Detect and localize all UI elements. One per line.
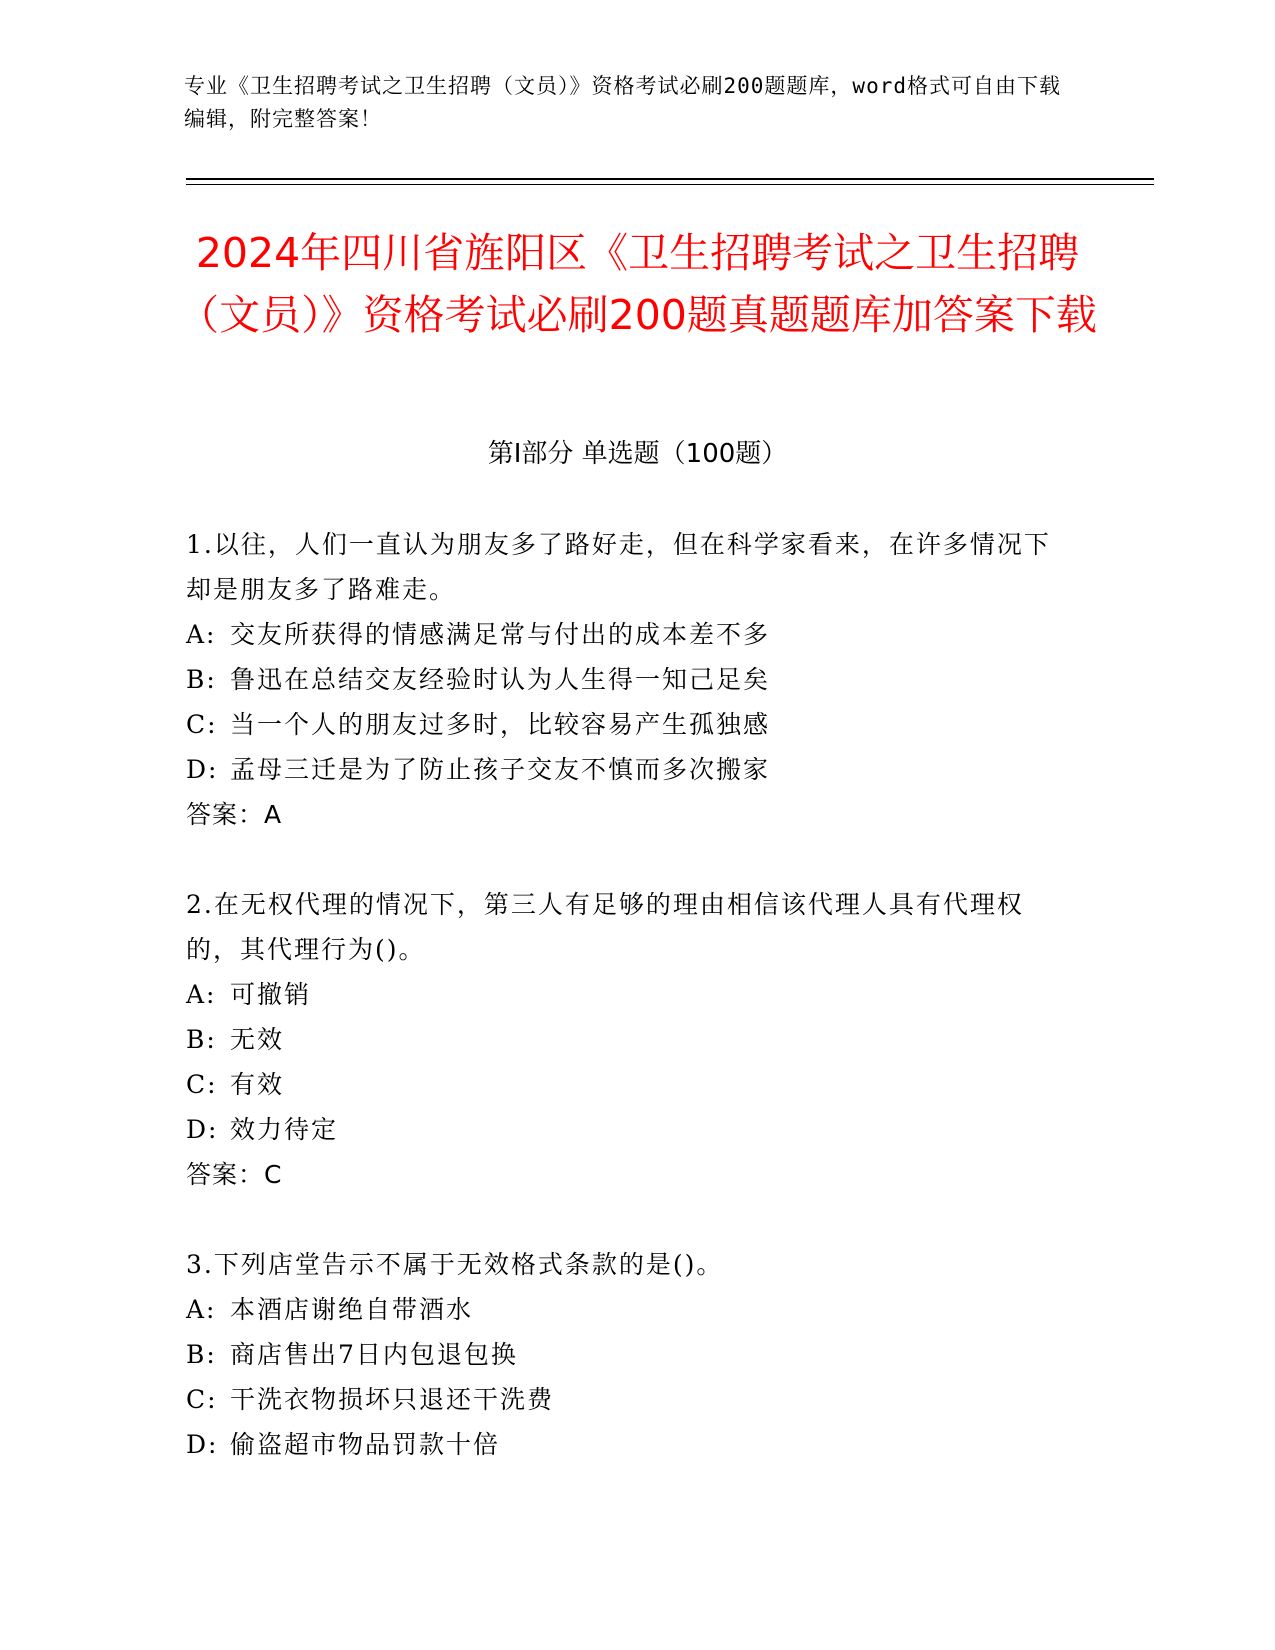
option-text: 交友所获得的情感满足常与付出的成本差不多	[230, 620, 771, 649]
option-key: B:	[186, 1340, 217, 1369]
option-text: 可撤销	[230, 980, 312, 1009]
option-text: 当一个人的朋友过多时，比较容易产生孤独感	[230, 710, 771, 739]
question-1	[186, 522, 1066, 837]
option-d	[186, 747, 1066, 792]
option-text: 商店售出7日内包退包换	[230, 1340, 518, 1369]
answer-line: 答案：C	[186, 1160, 283, 1189]
header-note: 专业《卫生招聘考试之卫生招聘（文员）》资格考试必刷200题题库，word格式可自由下载编辑，附完整答案！	[184, 74, 1061, 131]
option-key: C:	[186, 1070, 218, 1099]
option-key: D:	[186, 1430, 219, 1459]
option-c	[186, 702, 1066, 747]
option-key: A:	[186, 620, 217, 649]
option-key: D:	[186, 1115, 219, 1144]
option-b	[186, 1017, 1066, 1062]
option-key: A:	[186, 1295, 217, 1324]
question-stem: 1.以往，人们一直认为朋友多了路好走，但在科学家看来，在许多情况下却是朋友多了路难走。	[186, 530, 1051, 604]
option-text: 偷盗超市物品罚款十倍	[230, 1430, 501, 1459]
option-key: C:	[186, 710, 218, 739]
option-key: A:	[186, 980, 217, 1009]
option-key: B:	[186, 665, 217, 694]
question-3	[186, 1242, 1066, 1467]
option-c	[186, 1062, 1066, 1107]
option-c	[186, 1377, 1066, 1422]
document-title: 2024年四川省旌阳区《卫生招聘考试之卫生招聘（文员）》资格考试必刷200题真题题库加答案下载	[178, 229, 1097, 339]
option-text: 干洗衣物损坏只退还干洗费	[230, 1385, 555, 1414]
section-heading: 第I部分 单选题（100题）	[487, 439, 788, 469]
option-text: 有效	[230, 1070, 285, 1099]
header-divider-thick	[186, 178, 1154, 180]
option-text: 鲁迅在总结交友经验时认为人生得一知己足矣	[230, 665, 771, 694]
option-d	[186, 1422, 1066, 1467]
option-key: B:	[186, 1025, 217, 1054]
question-stem: 2.在无权代理的情况下，第三人有足够的理由相信该代理人具有代理权的，其代理行为()。	[186, 890, 1024, 964]
option-text: 孟母三迁是为了防止孩子交友不慎而多次搬家	[230, 755, 771, 784]
option-text: 无效	[230, 1025, 285, 1054]
option-b	[186, 657, 1066, 702]
option-a	[186, 972, 1066, 1017]
option-text: 本酒店谢绝自带酒水	[230, 1295, 474, 1324]
option-d	[186, 1107, 1066, 1152]
option-a	[186, 1287, 1066, 1332]
answer-line: 答案：A	[186, 800, 283, 829]
question-2	[186, 882, 1066, 1197]
option-text: 效力待定	[230, 1115, 339, 1144]
option-key: D:	[186, 755, 219, 784]
option-b	[186, 1332, 1066, 1377]
header-divider-thin	[186, 184, 1154, 185]
option-key: C:	[186, 1385, 218, 1414]
question-list	[186, 522, 1066, 1512]
question-stem: 3.下列店堂告示不属于无效格式条款的是()。	[186, 1250, 724, 1279]
option-a	[186, 612, 1066, 657]
